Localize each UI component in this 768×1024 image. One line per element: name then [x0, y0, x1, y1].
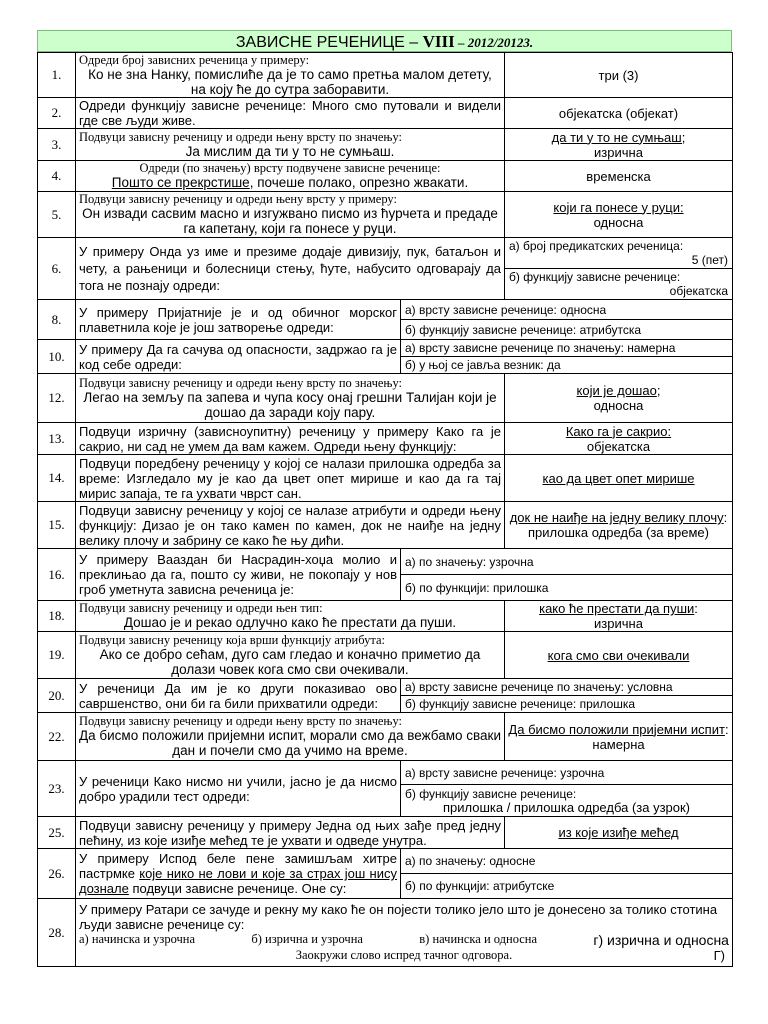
question-number: 28. — [38, 899, 76, 967]
question-number: 20. — [38, 679, 76, 713]
question-number: 19. — [38, 632, 76, 679]
table-row — [38, 849, 733, 874]
answer-cell — [505, 192, 733, 238]
answer-label: б) функцију зависне реченице: — [405, 786, 577, 801]
table-row — [38, 502, 733, 549]
underlined-answer: Како га је сакрио: — [565, 423, 672, 439]
underlined-answer: који га понесе у руци: — [553, 199, 684, 215]
option-c: в) начинска и односна — [419, 932, 538, 946]
option-d: г) изрична и односна — [593, 932, 729, 948]
question-cell — [76, 423, 505, 455]
question-cell — [76, 300, 401, 340]
answer-cell: б) функцију зависне реченице: прилошка — [401, 696, 733, 713]
question-number: 2. — [38, 98, 76, 129]
question-text-a: У примеру Испод беле пене замишљам хитре пастрмке — [79, 851, 397, 881]
question-text: Подвуци зависну реченицу и одреди њену врсту по значењу: — [79, 375, 403, 390]
table-row — [38, 817, 733, 849]
underlined-answer: као да цвет опет мирише — [542, 470, 695, 486]
answer-value: објекатска — [669, 284, 728, 298]
question-number: 26. — [38, 849, 76, 899]
underlined-answer: кога смо сви очекивали — [547, 647, 690, 663]
question-cell — [76, 374, 505, 423]
page-title — [37, 30, 732, 52]
question-number: 6. — [38, 238, 76, 300]
question-text: Подвуци зависну реченицу у примеру Једна од њих зађе пред једну пећину, из које изиђе мећед те је ухвати и одведе унутра. — [79, 817, 501, 848]
answer-punct: : — [723, 510, 728, 525]
underlined-answer: Да бисмо положили пријемни испит — [508, 721, 725, 737]
question-example — [79, 175, 501, 190]
question-number: 12. — [38, 374, 76, 423]
worksheet — [37, 30, 732, 967]
table-row — [38, 161, 733, 192]
question-number: 5. — [38, 192, 76, 238]
title-year: – 2012/20123. — [454, 35, 534, 50]
answer-options — [79, 932, 729, 948]
answer-type: намерна — [592, 736, 645, 752]
question-number: 18. — [38, 601, 76, 632]
instruction-text: Заокружи слово испред тачног одговора. — [295, 948, 513, 962]
question-text — [79, 851, 397, 896]
answer-type: изрична — [594, 144, 643, 160]
question-cell — [76, 601, 505, 632]
table-row — [38, 129, 733, 161]
question-cell — [76, 502, 505, 549]
answer-cell: б) функцију зависне реченице: атрибутска — [401, 320, 733, 340]
question-text: У примеру Вааздан би Насрадин-хоџа молио и преклињао да га, пошто су живи, не покопају у нов гроб уметнута зависна реченица је: — [79, 552, 397, 597]
answer-cell — [505, 238, 733, 269]
correct-answer: Г) — [713, 948, 725, 963]
answer-cell: а) врсту зависне реченице: односна — [401, 300, 733, 320]
question-number: 22. — [38, 713, 76, 761]
question-example: Ја мислим да ти у то не сумњаш. — [185, 143, 395, 159]
underlined-answer: да ти у то не сумњаш; — [551, 129, 686, 145]
table-row — [38, 238, 733, 269]
question-text: Подвуци зависну реченицу и одреди њену врсту по значењу: — [79, 129, 403, 144]
question-text: Одреди (по значењу) врсту подвучене зависне реченице: — [139, 161, 441, 175]
question-cell — [76, 455, 505, 502]
table-row — [38, 632, 733, 679]
question-text: У примеру Да га сачува од опасности, задржао га је код себе одреди: — [79, 341, 397, 372]
question-text: Подвуци изричну (зависноупитну) реченицу у примеру Како га је сакрио, ни сад не умем да вам кажем. Одреди њену функцију: — [79, 423, 501, 454]
question-example: Ко не зна Нанку, помислиће да је то само претња малом детету, на коју ће до сутра заборавити. — [88, 66, 492, 97]
table-row — [38, 423, 733, 455]
answer-cell — [505, 129, 733, 161]
instruction-line — [79, 948, 729, 963]
answer-value: 5 (пет) — [691, 253, 728, 267]
answer-type: односна — [593, 398, 644, 413]
question-number: 1. — [38, 53, 76, 98]
answer-cell — [505, 269, 733, 300]
answer-value: прилошка / прилошка одредба (за узрок) — [442, 799, 691, 815]
answer-type: прилошка одредба (за време) — [527, 525, 709, 540]
question-text: У реченици Да им је ко други показивао ово савршенство, они би га били прихватили одреди: — [79, 680, 397, 711]
option-b: б) изрична и узрочна — [251, 932, 363, 946]
table-row — [38, 601, 733, 632]
question-cell — [76, 192, 505, 238]
question-number: 8. — [38, 300, 76, 340]
question-cell — [76, 899, 733, 967]
table-row — [38, 374, 733, 423]
underlined-answer: док не наиђе на једну велику плочу — [509, 510, 724, 525]
question-example: Он извади сасвим масно и изгужвано писмо из ћурчета и предаде га капетану, који га понесе у руци. — [82, 206, 498, 236]
question-number: 15. — [38, 502, 76, 549]
question-text: У примеру Онда уз име и презиме додаје дивизију, пук, батаљон и чету, а рањеници и болесници стењу, ћуте, набусито одговарају да тога не познају одреди: — [79, 244, 501, 293]
answer-punct: : — [694, 601, 698, 616]
table-row — [38, 192, 733, 238]
answer-cell — [505, 423, 733, 455]
answer-cell — [505, 455, 733, 502]
answer-cell: б) по функцији: атрибутске — [401, 874, 733, 899]
question-example: Легао на земљу па запева и чупа косу онај грешни Талијан који је дошао да заради коју пару. — [83, 389, 497, 420]
question-number: 3. — [38, 129, 76, 161]
question-example: Да бисмо положили пријемни испит, морали смо да вежбамо сваки дан и почели смо да учимо на време. — [79, 728, 501, 758]
question-number: 16. — [38, 549, 76, 601]
question-text: У примеру Ратари се зачуде и рекну му како ће он појести толико јело што је донесено за толико стотина људи зависне реченице су: — [79, 902, 718, 932]
answer-punct: ; — [656, 383, 661, 398]
example-rest: , почеше полако, опрезно жвакати. — [249, 175, 469, 190]
question-number: 10. — [38, 340, 76, 374]
question-text-b: подвуци зависне реченице. Оне су: — [128, 881, 347, 896]
question-text: Подвуци зависну реченицу и одреди њен тип: — [79, 601, 323, 615]
answer-punct: : — [724, 721, 729, 737]
answer-cell: три (3) — [505, 53, 733, 98]
underlined-clause: које нико не лови и које за страх још нису дознале — [79, 866, 397, 896]
answer-type: изрична — [594, 616, 643, 631]
question-cell — [76, 549, 401, 601]
table-row — [38, 340, 733, 357]
answer-cell — [505, 713, 733, 761]
answer-cell — [505, 601, 733, 632]
answer-cell: а) врсту зависне реченице по значењу: намерна — [401, 340, 733, 357]
question-number: 4. — [38, 161, 76, 192]
table-row — [38, 300, 733, 320]
question-cell — [76, 53, 505, 98]
questions-table — [37, 52, 733, 967]
question-number: 14. — [38, 455, 76, 502]
table-row — [38, 98, 733, 129]
answer-cell — [505, 817, 733, 849]
question-example: Ако се добро сећам, дуго сам гледао и коначно приметио да долази човек кога смо сви очекивали. — [99, 646, 481, 677]
answer-cell — [505, 502, 733, 549]
underlined-answer: који је дошао — [576, 383, 657, 398]
answer-cell: а) по значењу: узрочна — [401, 549, 733, 575]
question-text: Подвуци поредбену реченицу у којој се налази прилошка одредба за време: Изгледало му је као да цвет опет мирише и као да га тај мирис запаја, те га ухвати чврст сан. — [79, 455, 501, 501]
table-row — [38, 549, 733, 575]
question-text: У примеру Пријатније је и од обичног морског плаветнила које је још затворење одреди: — [79, 304, 397, 335]
question-number: 23. — [38, 761, 76, 817]
question-text: Подвуци зависну реченицу и одреди њену врсту у примеру: — [79, 192, 397, 206]
question-text: Одреди функцију зависне реченице: Много смо путовали и видели где све људи живе. — [79, 98, 501, 128]
table-row — [38, 455, 733, 502]
question-number: 13. — [38, 423, 76, 455]
title-roman: VIII — [422, 32, 455, 51]
answer-cell: а) врсту зависне реченице по значењу: условна — [401, 679, 733, 696]
question-text: У реченици Како нисмо ни учили, јасно је да нисмо добро урадили тест одреди: — [79, 773, 397, 804]
question-text: Подвуци зависну реченицу која врши функцију атрибута: — [79, 632, 385, 647]
table-row — [38, 713, 733, 761]
question-number: 25. — [38, 817, 76, 849]
answer-cell: б) по функцији: прилошка — [401, 575, 733, 601]
question-cell — [76, 129, 505, 161]
question-cell — [76, 849, 401, 899]
table-row — [38, 761, 733, 785]
question-cell — [76, 713, 505, 761]
table-row — [38, 679, 733, 696]
answer-cell: а) по значењу: односне — [401, 849, 733, 874]
answer-cell: објекатска (објекат) — [505, 98, 733, 129]
question-cell — [76, 679, 401, 713]
title-main: ЗАВИСНЕ РЕЧЕНИЦЕ – — [235, 34, 423, 51]
table-row — [38, 899, 733, 967]
underlined-answer: како ће престати да пуши — [539, 601, 695, 616]
question-cell — [76, 817, 505, 849]
answer-label: б) функцију зависне реченице: — [509, 270, 681, 284]
answer-cell: временска — [505, 161, 733, 192]
question-text: Подвуци зависну реченицу и одреди њену врсту по значењу: — [79, 714, 403, 728]
option-a: а) начинска и узрочна — [79, 932, 196, 946]
question-cell — [76, 238, 505, 300]
question-cell — [76, 761, 401, 817]
question-cell — [76, 161, 505, 192]
answer-cell: а) врсту зависне реченице: узрочна — [401, 761, 733, 785]
question-cell — [76, 340, 401, 374]
question-text: Подвуци зависну реченицу у којој се налазе атрибути и одреди њену функцију: Дизао је он тако камен по камен, док не наиђе на једну велику плочу и забрину се како ће њу дићи. — [79, 502, 501, 548]
question-cell — [76, 98, 505, 129]
answer-type: објекатска — [586, 438, 651, 454]
answer-cell: б) у њој се јавља везник: да — [401, 357, 733, 374]
answer-type: односна — [593, 214, 644, 230]
answer-cell — [505, 374, 733, 423]
question-text: Одреди број зависних реченица у примеру: — [79, 52, 310, 67]
answer-cell — [505, 632, 733, 679]
underlined-answer: из које изиђе мећед — [558, 825, 679, 840]
answer-label: а) број предикатских реченица: — [509, 239, 684, 253]
question-cell — [76, 632, 505, 679]
underlined-clause: Пошто се прекрстише — [111, 175, 250, 190]
answer-cell — [401, 785, 733, 817]
table-row — [38, 53, 733, 98]
question-example: Дошао је и рекао одлучно како ће престати да пуши. — [123, 615, 457, 630]
